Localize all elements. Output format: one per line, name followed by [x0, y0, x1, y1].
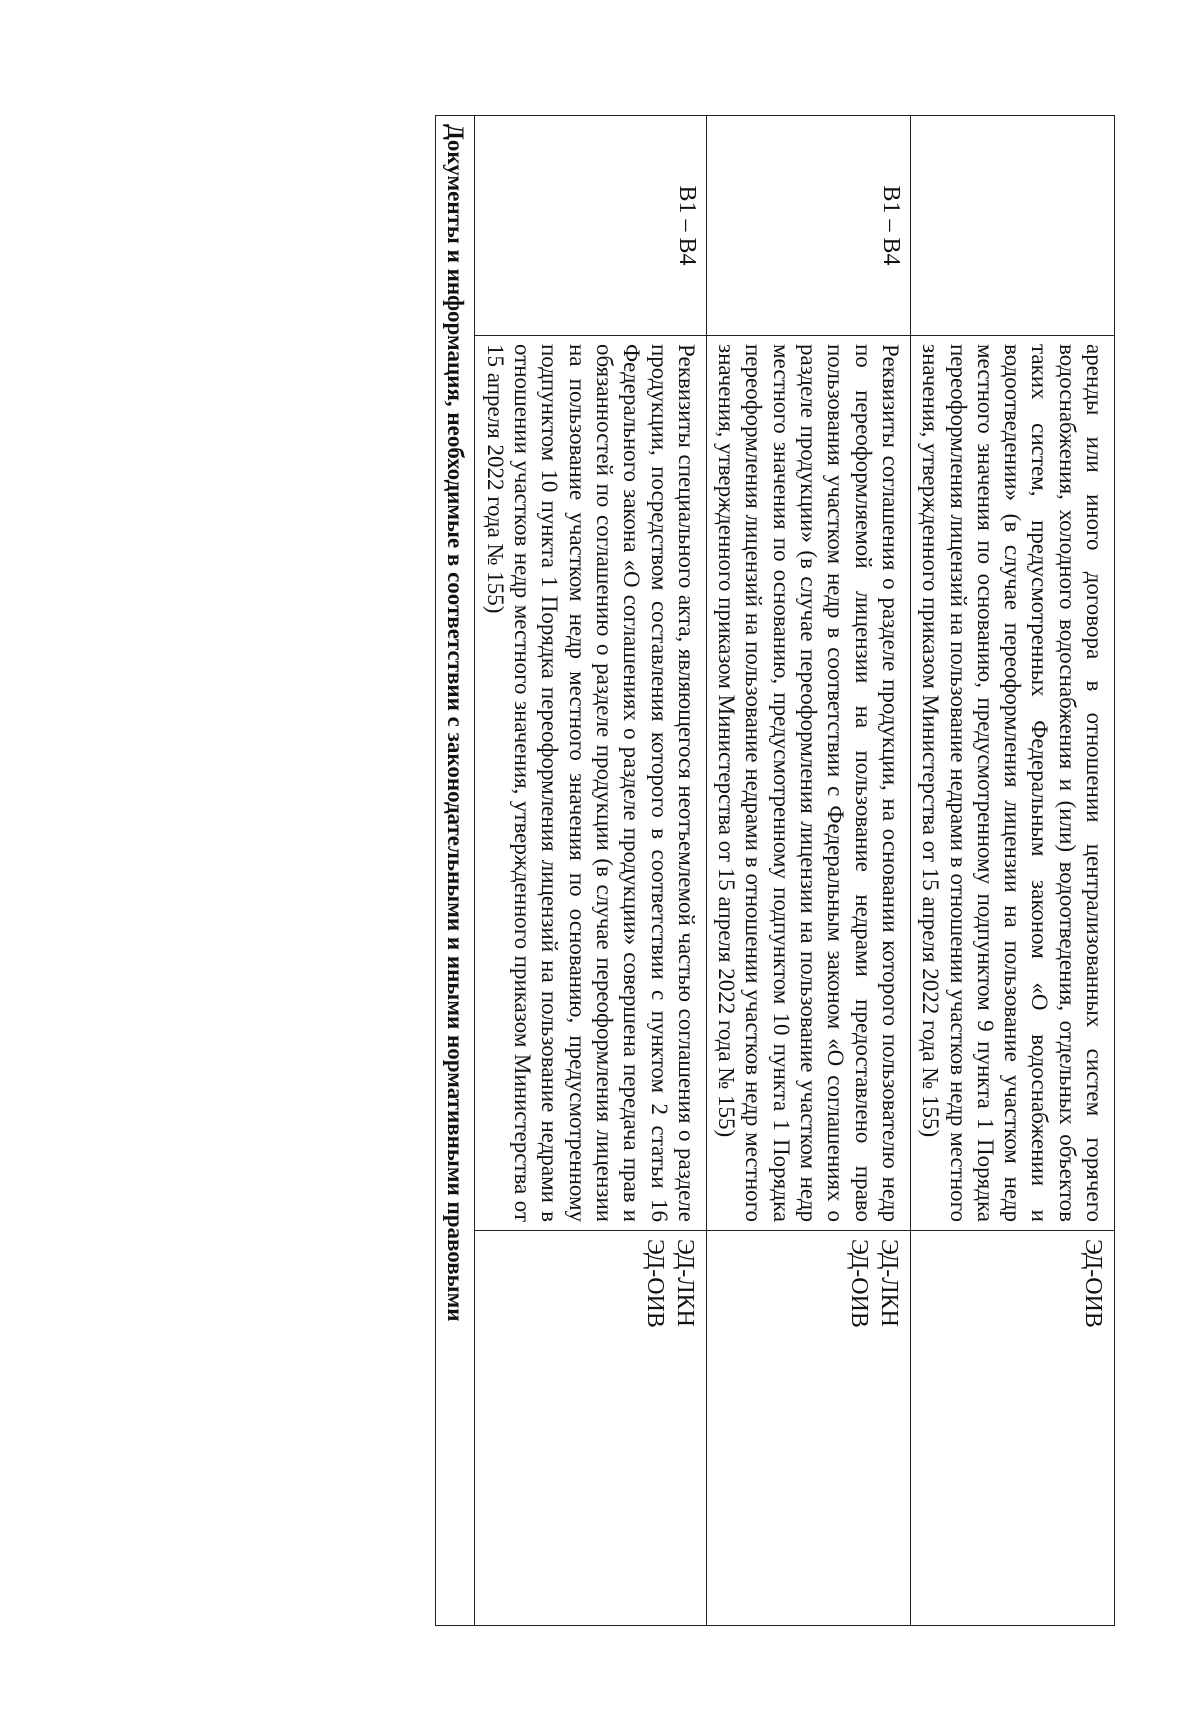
row-document-type-cell: [706, 1231, 910, 1626]
section-heading: Документы и информация, необходимые в соответствии с законодательными и иными нормативными правовыми: [436, 116, 475, 1626]
table-row: [475, 116, 706, 1626]
document-type: ЭД-ОИВ: [1080, 1239, 1106, 1328]
section-heading-row: [436, 116, 475, 1626]
table-row: [706, 116, 910, 1626]
row-code-cell: В1 – В4: [706, 116, 910, 336]
document-type: ЭД-ОИВ: [641, 1239, 668, 1328]
row-description-cell: Реквизиты соглашения о разделе продукции, на основании которого пользователю недр по переоформляемой лицензии на пользование недрами предоставлено право пользования участком недр в соответствии с Федеральным законом «О соглашениях о разделе продукции» (в случае переоформления лицензии на пользование участком недр местного значения по основанию, предусмотренному подпунктом 10 пункта 1 Порядка переоформления лицензий на пользование недрами в отношении участков недр местного значения, утвержденного приказом Министерства от 15 апреля 2022 года № 155): [706, 336, 910, 1231]
row-description-cell: Реквизиты специального акта, являющегося неотъемлемой частью соглашения о разделе продукции, посредством составления которого в соответствии с пунктом 2 статьи 16 Федерального закона «О соглашениях о разделе продукции» совершена передача прав и обязанностей по соглашению о разделе продукции (в случае переоформления лицензии на пользование участком недр местного значения по основанию, предусмотренному подпунктом 10 пункта 1 Порядка переоформления лицензий на пользование недрами в отношении участков недр местного значения, утвержденного приказом Министерства от 15 апреля 2022 года № 155): [475, 336, 706, 1231]
rotated-page-content: [80, 115, 1115, 1715]
row-document-type-cell: [910, 1231, 1114, 1626]
row-code-cell: В1 – В4: [475, 116, 706, 336]
document-type: ЭД-ЛКН: [875, 1239, 902, 1327]
document-type: ЭД-ЛКН: [671, 1239, 698, 1327]
document-type: ЭД-ОИВ: [845, 1239, 872, 1328]
row-description-cell: аренды или иного договора в отношении централизованных систем горячего водоснабжения, холодного водоснабжения и (или) водоотведения, отдельных объектов таких систем, предусмотренных Федеральным законом «О водоснабжении и водоотведении» (в случае переоформления лицензии на пользование участком недр местного значения по основанию, предусмотренному подпунктом 9 пункта 1 Порядка переоформления лицензий на пользование недрами в отношении участков недр местного значения, утвержденного приказом Министерства от 15 апреля 2022 года № 155): [910, 336, 1114, 1231]
row-document-type-cell: [475, 1231, 706, 1626]
documents-table: [435, 115, 1115, 1626]
row-code-cell: [910, 116, 1114, 336]
table-row: [910, 116, 1114, 1626]
